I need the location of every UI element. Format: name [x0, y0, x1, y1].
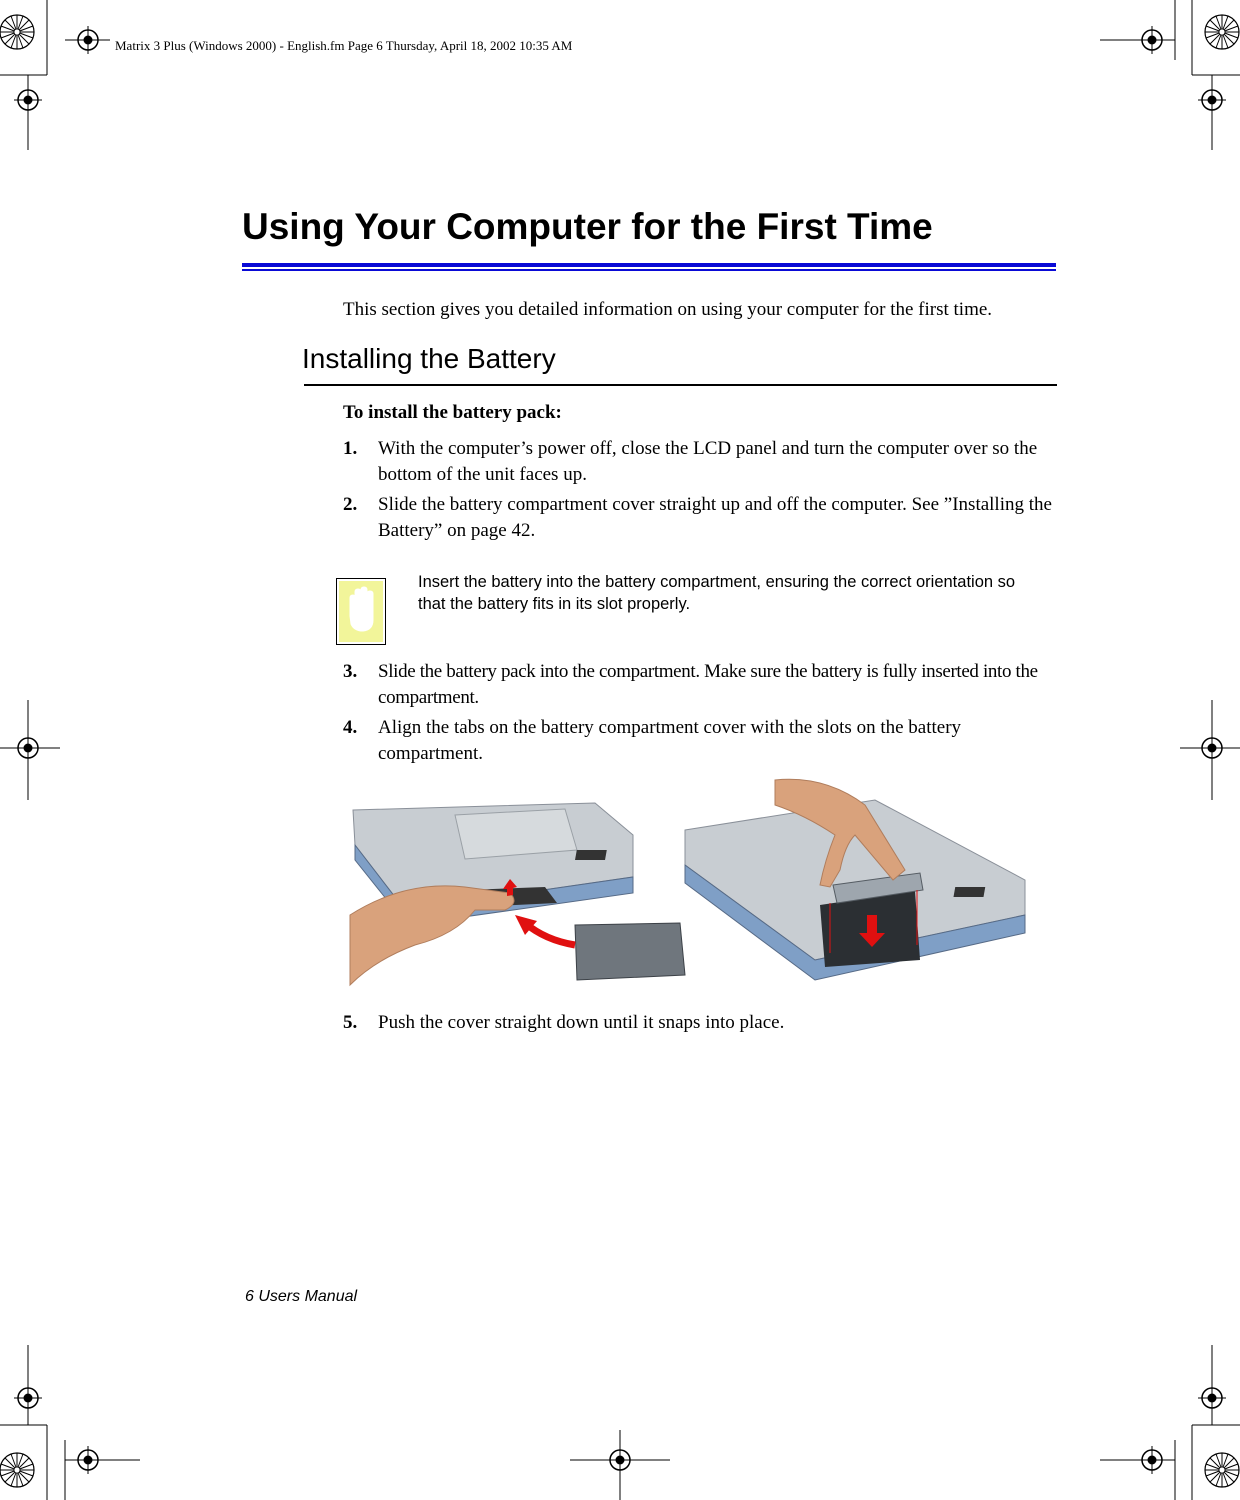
hand-left: [350, 886, 514, 985]
step-number: 1.: [343, 438, 358, 459]
step-text: Align the tabs on the battery compartment cover with the slots on the battery compartment.: [378, 717, 962, 764]
page-title: Using Your Computer for the First Time: [242, 206, 933, 247]
step-text: With the computer’s power off, close the LCD panel and turn the computer over so the bottom of the unit faces up.: [378, 438, 1038, 485]
caution-note: Insert the battery into the battery compartment, ensuring the correct orientation so that the battery fits in its slot properly.: [418, 573, 1016, 613]
caution-hand-icon: [336, 578, 386, 645]
step-1: [343, 436, 1058, 488]
procedure-heading: To install the battery pack:: [343, 402, 562, 423]
section-heading: Installing the Battery: [302, 343, 556, 374]
intro-paragraph: This section gives you detailed information on using your computer for the first time.: [343, 299, 993, 320]
step-number: 4.: [343, 717, 358, 738]
step-2: [343, 492, 1058, 544]
step-text: Slide the battery pack into the compartment. Make sure the battery is fully inserted into the compartment.: [378, 661, 1038, 708]
step-text: Slide the battery compartment cover straight up and off the computer. See ”Installing the Battery” on page 42.: [378, 494, 1052, 541]
step-5: [343, 1010, 1058, 1036]
step-3: [343, 659, 1058, 711]
print-header: Matrix 3 Plus (Windows 2000) - English.fm Page 6 Thursday, April 18, 2002 10:35 AM: [115, 38, 573, 53]
step-text: Push the cover straight down until it snaps into place.: [378, 1012, 785, 1033]
title-rule-thin: [242, 269, 1056, 271]
step-number: 5.: [343, 1012, 358, 1033]
section-rule: [304, 384, 1057, 386]
step-number: 3.: [343, 661, 358, 682]
battery-installation-photo: [345, 775, 1035, 990]
red-arrow-curve: [525, 923, 575, 945]
page-footer: 6 Users Manual: [245, 1288, 358, 1305]
title-rule-thick: [242, 263, 1056, 267]
step-number: 2.: [343, 494, 358, 515]
step-4: [343, 715, 1058, 767]
